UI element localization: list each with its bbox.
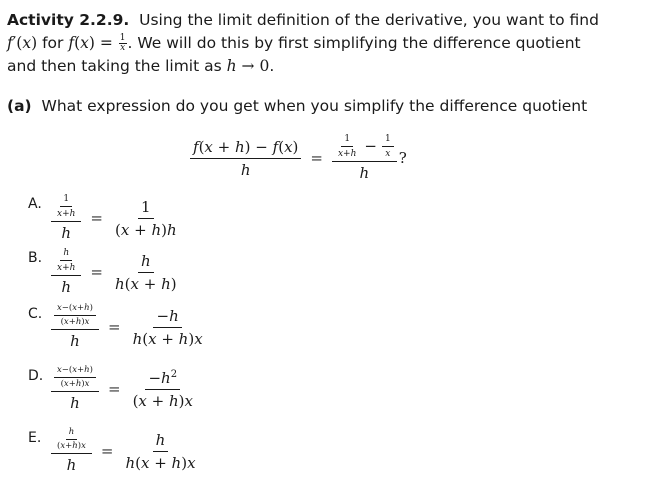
part-a-question [7,95,587,117]
option-e[interactable] [28,428,199,474]
math-fx: f [68,34,75,52]
question-mark: ? [398,149,407,167]
option-b-expression: $\frac{\frac{h}{x+h}}{h}$ = $\frac{h}{h(x + h)}$ [51,248,180,296]
option-d-label: D. [28,368,44,384]
difference-quotient: $\frac{f(x + h) - f(x)}{h}$ = $\frac{1}{x+h}$ − $\frac{1}{x}$ h ? [190,134,407,182]
option-e-label: E. [28,430,42,446]
option-d-expression: $\frac{\frac{x-(x+h)}{(x+h)x}}{h}$ = $\frac{-h^2}{(x + h)x}$ [51,366,196,412]
intro-text-2: for [37,34,69,52]
intro-text-3: . We will do this by first simplifying the difference quotient [127,34,581,52]
part-a-text: What expression do you get when you simplify the difference quotient [41,97,588,115]
option-c-label: C. [28,306,43,322]
math-one-over-x: $\frac{1}{x}$ [119,33,126,53]
option-d[interactable] [28,366,196,412]
intro-text-4: and then taking the limit as [7,57,227,75]
option-a-label: A. [28,196,42,212]
option-b-label: B. [28,250,43,266]
option-a[interactable] [28,194,180,242]
intro-text-1: Using the limit definition of the derivative, you want to find [139,11,599,29]
activity-intro: Activity 2.2.9. Using the limit definition of the derivative, you want to find f′(x) for f(x) = $\frac{1}{x}$ . We will do this by first simplifying the difference quotient and then taking the limit as h → 0. [7,11,599,75]
option-c[interactable] [28,304,206,350]
option-b[interactable] [28,248,180,296]
intro-text-5: . [269,57,275,75]
option-c-expression: $\frac{\frac{x-(x+h)}{(x+h)x}}{h}$ = $\frac{-h}{h(x + h)x}$ [51,304,206,350]
part-a-label: (a) [7,97,32,115]
option-a-expression: $\frac{\frac{1}{x+h}}{h}$ = $\frac{1}{(x + h)h}$ [51,194,180,242]
option-e-expression: $\frac{\frac{h}{(x+h)x}}{h}$ = $\frac{h}{h(x + h)x}$ [51,428,199,474]
activity-label: Activity 2.2.9. [7,11,130,29]
math-fprime: f [7,34,13,52]
